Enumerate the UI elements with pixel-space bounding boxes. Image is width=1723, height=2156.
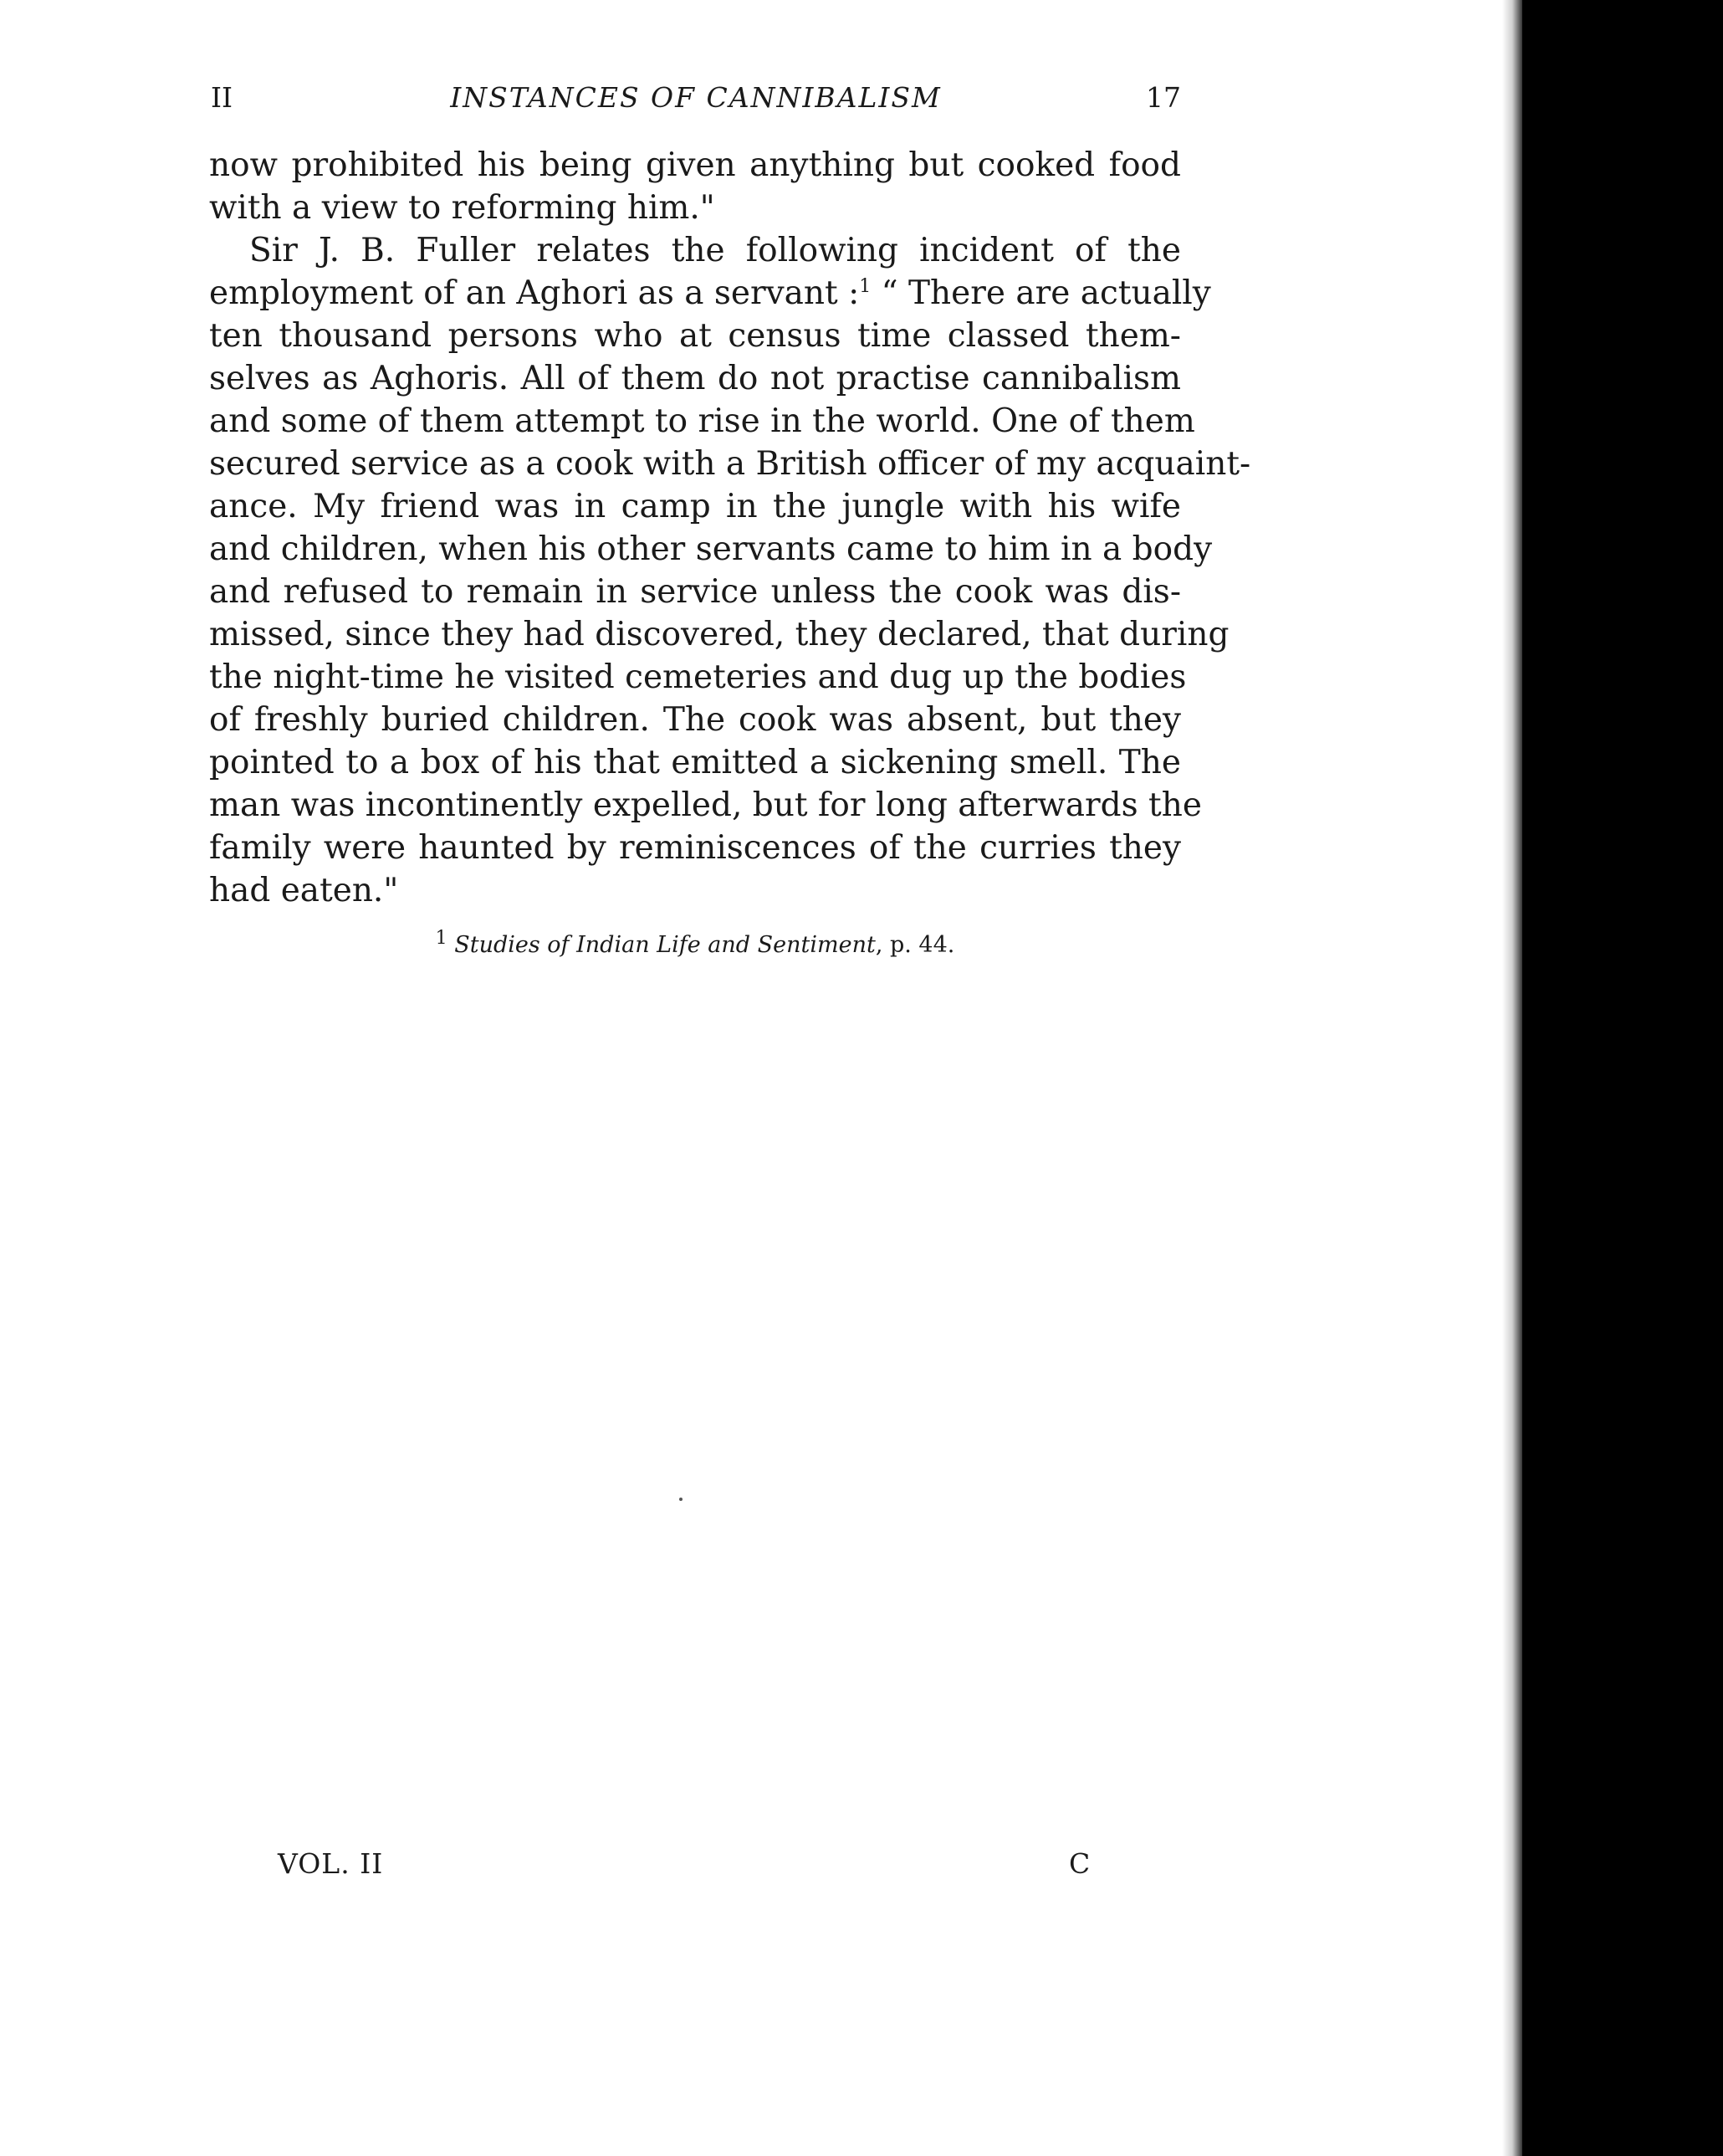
volume-signature: VOL. II <box>278 1847 384 1880</box>
text-line: and some of them attempt to rise in the world. One of them <box>209 402 1195 440</box>
print-speck <box>679 1498 683 1501</box>
text-line: had eaten." <box>209 872 399 909</box>
text-line: ance. My friend was in camp in the jungle with his wife <box>209 488 1181 525</box>
text-line: now prohibited his being given anything but cooked food <box>209 146 1181 184</box>
running-title: INSTANCES OF CANNIBALISM <box>450 81 942 114</box>
text-line: ten thousand persons who at census time classed them- <box>209 317 1181 355</box>
text-line: man was incontinently expelled, but for long afterwards the <box>209 786 1202 824</box>
running-head <box>211 77 1181 119</box>
body-text <box>209 144 1251 912</box>
text-line: Sir J. B. Fuller relates the following incident of the <box>249 232 1181 269</box>
text-line: with a view to reforming him." <box>209 189 715 227</box>
text-line: selves as Aghoris. All of them do not practise cannibalism <box>209 360 1181 397</box>
text-line: missed, since they had discovered, they declared, that during <box>209 616 1230 653</box>
binding-shadow <box>1522 0 1723 2156</box>
text-line-with-footnote-ref <box>209 272 1211 315</box>
page-number: 17 <box>1146 81 1181 114</box>
text-line: and children, when his other servants came to him in a body <box>209 530 1213 568</box>
footnote <box>209 929 1181 962</box>
footnote-reference: 1 <box>859 276 872 297</box>
footnote-citation: , p. 44. <box>875 932 955 958</box>
text-line: pointed to a box of his that emitted a sickening smell. The <box>209 744 1181 781</box>
text-line: family were haunted by reminiscences of the curries they <box>209 829 1181 867</box>
text-line: the night-time he visited cemeteries and dug up the bodies <box>209 658 1187 696</box>
gathering-mark: C <box>1069 1847 1091 1880</box>
text-line-part: “ There are actually <box>881 274 1211 312</box>
footnote-marker: 1 <box>435 928 447 949</box>
text-line: and refused to remain in service unless the cook was dis- <box>209 573 1181 611</box>
text-line-part: employment of an Aghori as a servant : <box>209 274 860 312</box>
chapter-number: II <box>211 81 233 114</box>
text-line: secured service as a cook with a British officer of my acquaint- <box>209 445 1251 483</box>
text-line: of freshly buried children. The cook was absent, but they <box>209 701 1181 739</box>
footnote-source-title: Studies of Indian Life and Sentiment <box>454 932 876 958</box>
